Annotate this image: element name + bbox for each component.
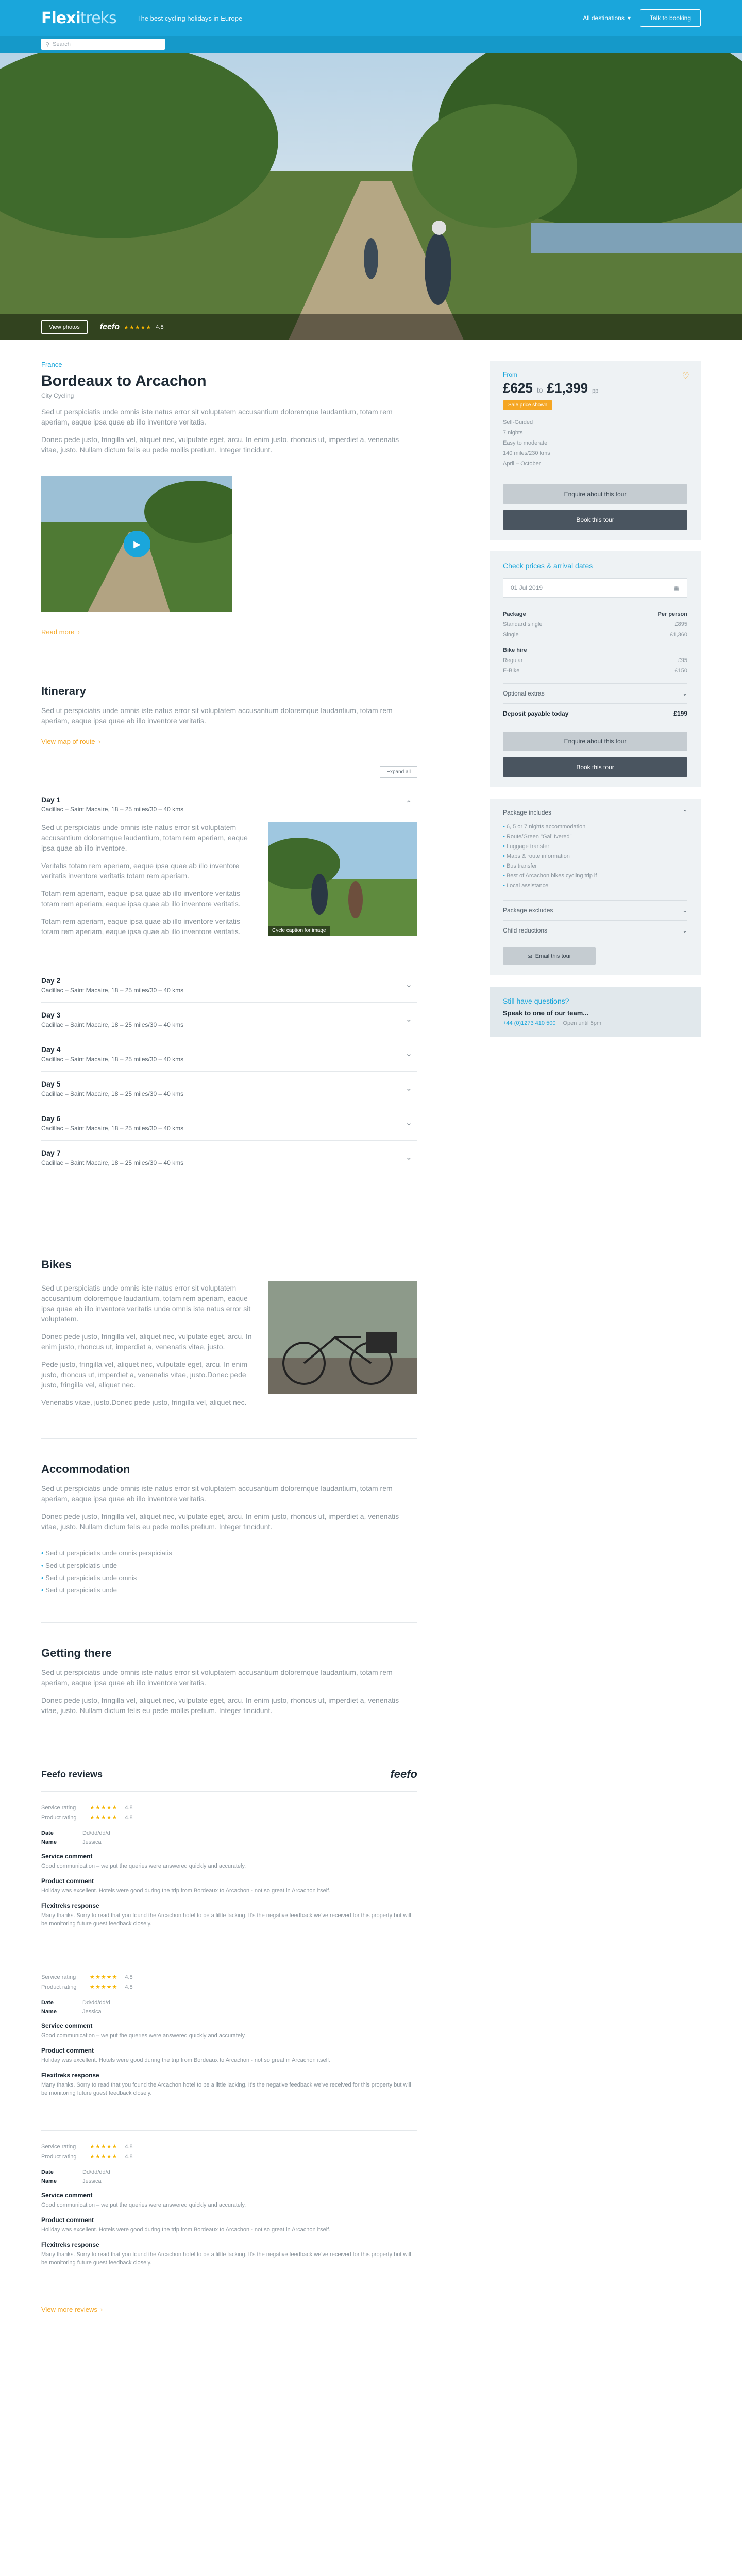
day-row[interactable]: Day 6 Cadillac – Saint Macaire, 18 – 25 miles/30 – 40 kms ⌄ — [41, 1106, 417, 1140]
getting-there-paragraph: Donec pede justo, fringilla vel, aliquet nec, vulputate eget, arcu. In enim justo, rhoncus ut, imperdiet a, venenatis vitae, justo. Nullam dictum felis eu pede mollis pretium. Integer tincidunt. — [41, 1696, 399, 1715]
stars-icon: ★★★★★ — [90, 1974, 118, 1980]
hero-image — [0, 53, 742, 340]
day-row[interactable]: Day 2 Cadillac – Saint Macaire, 18 – 25 miles/30 – 40 kms ⌄ — [41, 968, 417, 1002]
chevron-down-icon[interactable]: ⌄ — [405, 1015, 412, 1024]
list-item: • Bus transfer — [503, 861, 687, 871]
chevron-down-icon[interactable]: ⌄ — [405, 1084, 412, 1093]
intro-paragraph: Donec pede justo, fringilla vel, aliquet nec, vulputate eget, arcu. In enim justo, rhoncus ut, imperdiet a, venenatis vitae, justo. Nullam dictum felis eu pede mollis pretium. Integer tincidunt. — [41, 435, 399, 454]
bikes-photo — [268, 1281, 417, 1394]
bikes-paragraph: Donec pede justo, fringilla vel, aliquet nec, vulputate eget, arcu. In enim justo, rhoncus ut, imperdiet a, venenatis vitae, justo. — [41, 1332, 252, 1351]
day-row[interactable]: Day 4 Cadillac – Saint Macaire, 18 – 25 miles/30 – 40 kms ⌄ — [41, 1037, 417, 1071]
review-list — [41, 1791, 417, 2279]
feefo-rating[interactable]: feefo ★★★★★ 4.8 — [99, 323, 164, 331]
enquire-button[interactable]: Enquire about this tour — [503, 484, 687, 504]
bikes-paragraph: Venenatis vitae, justo.Donec pede justo, fringilla vel, aliquet nec. — [41, 1398, 247, 1406]
list-item: • Best of Arcachon bikes cycling trip if — [503, 871, 687, 881]
read-more-link[interactable]: Read more › — [41, 628, 80, 636]
day-row[interactable]: Day 7 Cadillac – Saint Macaire, 18 – 25 miles/30 – 40 kms ⌄ — [41, 1140, 417, 1175]
book-button[interactable]: Book this tour — [503, 510, 687, 530]
day-paragraph: Totam rem aperiam, eaque ipsa quae ab illo inventore veritatis totam rem aperiam, eaque ipsa quae ab illo inventore veritatis. — [41, 917, 241, 936]
stars-icon: ★★★★★ — [123, 324, 152, 331]
day-photo — [268, 822, 417, 936]
review-item: Service rating ★★★★★ 4.8 Product rating ★★★★★ 4.8 Date Dd/dd/dd/d Name Jessica Service comment Good communication – we put the queries were answered quickly and accurately. Product comment Holiday was excellent. Hotels were good during the trip from Bordeaux to Arcachon - not so great in Arcachon itself. Flexitreks response Many thanks. Sorry to read that you found the Arcachon hotel to be a little lacking. It's the negative feedback we've received for this property but will be monitoring future guest feedback closely. — [41, 1791, 417, 1940]
bikes-paragraph: Pede justo, fringilla vel, aliquet nec, vulputate eget, arcu. In enim justo, rhoncus ut, imperdiet a, venenatis vitae, justo.Donec pede justo, fringilla vel, aliquet nec. — [41, 1360, 248, 1389]
questions-title: Still have questions? — [503, 997, 569, 1005]
bikes-heading: Bikes — [41, 1258, 72, 1271]
phone-link[interactable]: +44 (0)1273 410 500 — [503, 1020, 556, 1026]
sale-badge: Sale price shown — [503, 400, 552, 410]
list-item: • Sed ut perspiciatis unde — [41, 1560, 417, 1572]
list-item: • Local assistance — [503, 881, 687, 891]
list-item: • Route/Green "Gal’ Ivered" — [503, 832, 687, 842]
tagline: The best cycling holidays in Europe — [137, 14, 243, 22]
price-from-label: From — [503, 371, 517, 378]
review-item: Service rating ★★★★★ 4.8 Product rating ★★★★★ 4.8 Date Dd/dd/dd/d Name Jessica Service comment Good communication – we put the queries were answered quickly and accurately. Product comment Holiday was excellent. Hotels were good during the trip from Bordeaux to Arcachon - not so great in Arcachon itself. Flexitreks response Many thanks. Sorry to read that you found the Arcachon hotel to be a little lacking. It's the negative feedback we've received for this property but will be monitoring future guest feedback closely. — [41, 1961, 417, 2110]
chevron-right-icon: › — [77, 628, 80, 636]
trip-facts: Self-Guided 7 nights Easy to moderate 140 miles/230 kms April – October — [503, 419, 550, 467]
excludes-toggle[interactable]: Package excludes ⌄ — [503, 900, 687, 920]
chevron-down-icon: ▾ — [627, 14, 631, 22]
getting-there-heading: Getting there — [41, 1647, 112, 1659]
prices-title: Check prices & arrival dates — [503, 562, 593, 570]
accommodation-paragraph: Donec pede justo, fringilla vel, aliquet nec, vulputate eget, arcu. In enim justo, rhoncus ut, imperdiet a, venenatis vitae, justo. Nullam dictum felis eu pede mollis pretium. Integer tincidunt. — [41, 1512, 399, 1531]
child-reductions-toggle[interactable]: Child reductions ⌄ — [503, 920, 687, 940]
list-item: • Luggage transfer — [503, 842, 687, 852]
includes-card — [490, 799, 701, 975]
questions-card — [490, 987, 701, 1037]
breadcrumb[interactable]: France — [41, 361, 62, 368]
deposit-row: Deposit payable today £199 — [503, 703, 687, 723]
list-item: • 6, 5 or 7 nights accommodation — [503, 822, 687, 832]
page-title: Bordeaux to Arcachon — [41, 372, 207, 389]
optional-extras-toggle[interactable]: Optional extras ⌄ — [503, 683, 687, 703]
stars-icon: ★★★★★ — [90, 1805, 118, 1811]
search-input[interactable]: ⚲ Search — [41, 39, 165, 50]
main-column — [41, 361, 417, 2313]
stars-icon: ★★★★★ — [90, 2154, 118, 2160]
stars-icon: ★★★★★ — [90, 2144, 118, 2150]
play-icon[interactable]: ▶ — [124, 531, 150, 557]
hero-bar — [0, 314, 742, 340]
chevron-down-icon: ⌄ — [682, 927, 687, 934]
enquire-button[interactable]: Enquire about this tour — [503, 732, 687, 751]
accommodation-list — [41, 1547, 417, 1597]
book-button[interactable]: Book this tour — [503, 757, 687, 777]
stars-icon: ★★★★★ — [90, 1815, 118, 1821]
chevron-up-icon: ⌃ — [682, 809, 687, 816]
day-row[interactable]: Day 5 Cadillac – Saint Macaire, 18 – 25 miles/30 – 40 kms ⌄ — [41, 1071, 417, 1106]
getting-there-paragraph: Sed ut perspiciatis unde omnis iste natus error sit voluptatem accusantium doloremque laudantium, totam rem aperiam, eaque ipsa quae ab illo inventore veritatis. — [41, 1668, 393, 1687]
top-header — [0, 0, 742, 36]
reviews-heading: Feefo reviews — [41, 1769, 103, 1780]
divider — [41, 1622, 417, 1623]
search-icon: ⚲ — [45, 41, 50, 48]
intro-paragraph: Sed ut perspiciatis unde omnis iste natus error sit voluptatem accusantium doloremque laudantium, totam rem aperiam, eaque ipsa quae ab illo inventore veritatis. — [41, 408, 393, 426]
expand-all-button[interactable]: Expand all — [380, 766, 417, 778]
itinerary-heading: Itinerary — [41, 685, 86, 698]
view-photos-button[interactable]: View photos — [41, 320, 88, 334]
email-tour-button[interactable]: ✉ Email this tour — [503, 947, 596, 965]
mail-icon: ✉ — [527, 953, 532, 960]
chevron-up-icon[interactable]: ⌃ — [405, 800, 412, 808]
includes-list — [503, 822, 687, 891]
day-paragraph: Sed ut perspiciatis unde omnis iste natus error sit voluptatem accusantium doloremque laudantium, totam rem aperiam, eaque ipsa quae ab illo inventore. — [41, 823, 248, 852]
view-map-link[interactable]: View map of route › — [41, 738, 100, 745]
hero-photo — [0, 53, 742, 340]
logo[interactable]: Flexitreks — [41, 9, 116, 27]
video-thumbnail[interactable] — [41, 476, 232, 612]
includes-toggle[interactable]: Package includes ⌃ — [503, 809, 687, 816]
chevron-down-icon[interactable]: ⌄ — [405, 980, 412, 989]
chevron-right-icon: › — [100, 2306, 103, 2313]
day-row[interactable]: Day 1 Cadillac – Saint Macaire, 18 – 25 miles/30 – 40 kms ⌃ Sed ut perspiciatis unde omnis iste natus error sit voluptatem accusantium doloremque laudantium, totam rem aperiam, eaque ipsa quae ab illo inventore. Veritatis totam rem aperiam, eaque ipsa quae ab illo inventore veritatis inventore veritatis totam rem aperiam. Totam rem aperiam, eaque ipsa quae ab illo inventore veritatis totam rem aperiam, eaque ipsa quae ab illo inventore veritatis. Totam rem aperiam, eaque ipsa quae ab illo inventore veritatis totam rem aperiam, eaque ipsa quae ab illo inventore veritatis. Cycle caption for image — [41, 787, 417, 952]
feefo-logo: feefo — [390, 1768, 417, 1781]
chevron-down-icon: ⌄ — [682, 690, 687, 697]
list-item: • Sed ut perspiciatis unde omnis — [41, 1572, 417, 1584]
page-subtitle: City Cycling — [41, 392, 74, 399]
review-item: Service rating ★★★★★ 4.8 Product rating ★★★★★ 4.8 Date Dd/dd/dd/d Name Jessica Service comment Good communication – we put the queries were answered quickly and accurately. Product comment Holiday was excellent. Hotels were good during the trip from Bordeaux to Arcachon - not so great in Arcachon itself. Flexitreks response Many thanks. Sorry to read that you found the Arcachon hotel to be a little lacking. It's the negative feedback we've received for this property but will be monitoring future guest feedback closely. — [41, 2130, 417, 2279]
list-item: • Sed ut perspiciatis unde omnis perspiciatis — [41, 1547, 417, 1560]
prices-card — [490, 551, 701, 787]
booking-sidebar — [490, 361, 701, 1037]
chevron-right-icon: › — [98, 738, 100, 745]
chevron-down-icon[interactable]: ⌄ — [405, 1049, 412, 1058]
calendar-icon: ▦ — [673, 584, 680, 591]
hours-text: Open until 5pm — [563, 1020, 602, 1026]
date-select[interactable]: 01 Jul 2019 ▦ — [503, 578, 687, 598]
photo-caption: Cycle caption for image — [268, 926, 330, 936]
heart-icon[interactable]: ♡ — [682, 372, 689, 381]
list-item: • Sed ut perspiciatis unde — [41, 1584, 417, 1597]
day-paragraph: Veritatis totam rem aperiam, eaque ipsa quae ab illo inventore veritatis inventore veritatis totam rem aperiam. — [41, 861, 240, 880]
questions-sub: Speak to one of our team... — [503, 1009, 589, 1017]
day-row[interactable]: Day 3 Cadillac – Saint Macaire, 18 – 25 miles/30 – 40 kms ⌄ — [41, 1002, 417, 1037]
search-bar — [0, 36, 742, 53]
price-low: £625 — [503, 380, 533, 396]
chevron-down-icon[interactable]: ⌄ — [405, 1153, 412, 1162]
bikes-paragraph: Sed ut perspiciatis unde omnis iste natus error sit voluptatem accusantium doloremque laudantium, totam rem aperiam, eaque ipsa quae ab illo inventore veritatis unde omnis iste natus error sit voluptatem. — [41, 1284, 251, 1323]
chevron-down-icon[interactable]: ⌄ — [405, 1118, 412, 1127]
list-item: • Maps & route information — [503, 852, 687, 861]
destinations-menu[interactable]: All destinations ▾ — [583, 14, 631, 22]
day-paragraph: Totam rem aperiam, eaque ipsa quae ab illo inventore veritatis totam rem aperiam, eaque ipsa quae ab illo inventore veritatis. — [41, 889, 241, 908]
itinerary-intro: Sed ut perspiciatis unde omnis iste natus error sit voluptatem accusantium doloremque laudantium, totam rem aperiam, eaque ipsa quae ab illo inventore veritatis. — [41, 706, 393, 725]
price-card: ♡ From £625 to £1,399 pp Sale price shown Self-Guided 7 nights Easy to moderate 140 miles/230 kms April – October Enquire about this tour Book this tour — [490, 361, 701, 540]
stars-icon: ★★★★★ — [90, 1984, 118, 1990]
view-more-reviews-link[interactable]: View more reviews › — [41, 2306, 103, 2313]
divider — [41, 1438, 417, 1439]
price-table: Package Per person Standard single £895 Single £1,360 Bike hire Regular £95 E-Bike £150 — [503, 611, 687, 674]
talk-button[interactable]: Talk to booking — [640, 9, 701, 27]
accommodation-paragraph: Sed ut perspiciatis unde omnis iste natus error sit voluptatem accusantium doloremque laudantium, totam rem aperiam, eaque ipsa quae ab illo inventore veritatis. — [41, 1484, 393, 1503]
price-high: £1,399 — [547, 380, 588, 396]
accommodation-heading: Accommodation — [41, 1463, 130, 1476]
chevron-down-icon: ⌄ — [682, 907, 687, 914]
